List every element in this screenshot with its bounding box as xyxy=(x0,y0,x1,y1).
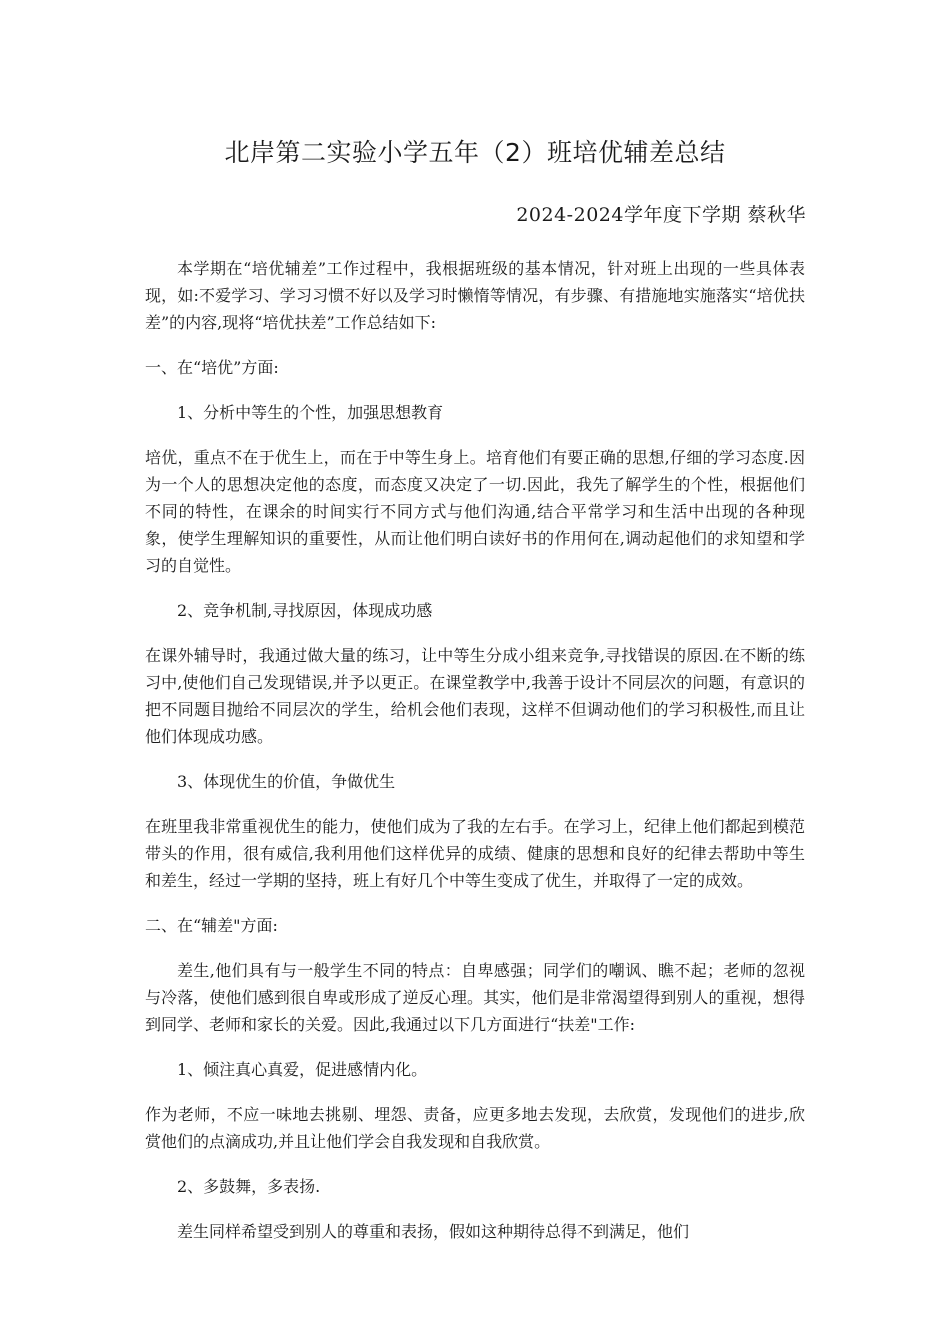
subheading-4: 1、倾注真心真爱，促进感情内化。 xyxy=(177,1060,428,1079)
subheading-5: 2、多鼓舞，多表扬. xyxy=(177,1177,321,1196)
paragraph-3: 在班里我非常重视优生的能力，使他们成为了我的左右手。在学习上，纪律上他们都起到模范带头的作用，很有威信,我利用他们这样优异的成绩、健康的思想和良好的纪律去帮助中等生和差生，经过一学期的坚持，班上有好几个中等生变成了优生，并取得了一定的成效。 xyxy=(145,817,805,890)
document-subtitle: 2024-2024学年度下学期 蔡秋华 xyxy=(516,204,806,226)
paragraph-2: 在课外辅导时，我通过做大量的练习，让中等生分成小组来竞争,寻找错误的原因.在不断的练习中,使他们自己发现错误,并予以更正。在课堂教学中,我善于设计不同层次的问题，有意识的把不同题目抛给不同层次的学生，给机会他们表现，这样不但调动他们的学习积极性,而且让他们体现成功感。 xyxy=(145,646,805,746)
document-body xyxy=(145,255,805,1263)
intro-paragraph: 本学期在“培优辅差”工作过程中，我根据班级的基本情况，针对班上出现的一些具体表现，如:不爱学习、学习习惯不好以及学习时懒惰等情况，有步骤、有措施地实施落实“培优扶差”的内容,现将“培优扶差”工作总结如下: xyxy=(145,259,805,332)
paragraph-4: 差生,他们具有与一般学生不同的特点：自卑感强；同学们的嘲讽、瞧不起；老师的忽视与冷落，使他们感到很自卑或形成了逆反心理。其实，他们是非常渴望得到别人的重视，想得到同学、老师和家长的关爱。因此,我通过以下几方面进行“扶差"工作: xyxy=(145,961,805,1034)
section-heading-peiyou: 一、在“培优”方面: xyxy=(145,358,279,377)
paragraph-1: 培优，重点不在于优生上，而在于中等生身上。培育他们有要正确的思想,仔细的学习态度.因为一个人的思想决定他的态度，而态度又决定了一切.因此，我先了解学生的个性，根据他们不同的特性，在课余的时间实行不同方式与他们沟通,结合平常学习和生活中出现的各种现象，使学生理解知识的重要性，从而让他们明白读好书的作用何在,调动起他们的求知望和学习的自觉性。 xyxy=(145,448,805,575)
subheading-2: 2、竞争机制,寻找原因，体现成功感 xyxy=(177,601,433,620)
subheading-1: 1、分析中等生的个性，加强思想教育 xyxy=(177,403,444,422)
paragraph-5: 作为老师，不应一味地去挑剔、埋怨、责备，应更多地去发现，去欣赏，发现他们的进步,欣赏他们的点滴成功,并且让他们学会自我发现和自我欣赏。 xyxy=(145,1105,805,1151)
section-heading-fucha: 二、在“辅差"方面: xyxy=(145,916,278,935)
document-title: 北岸第二实验小学五年（2）班培优辅差总结 xyxy=(224,138,726,167)
paragraph-6: 差生同样希望受到别人的尊重和表扬，假如这种期待总得不到满足，他们 xyxy=(177,1222,690,1241)
subheading-3: 3、体现优生的价值，争做优生 xyxy=(177,772,396,791)
